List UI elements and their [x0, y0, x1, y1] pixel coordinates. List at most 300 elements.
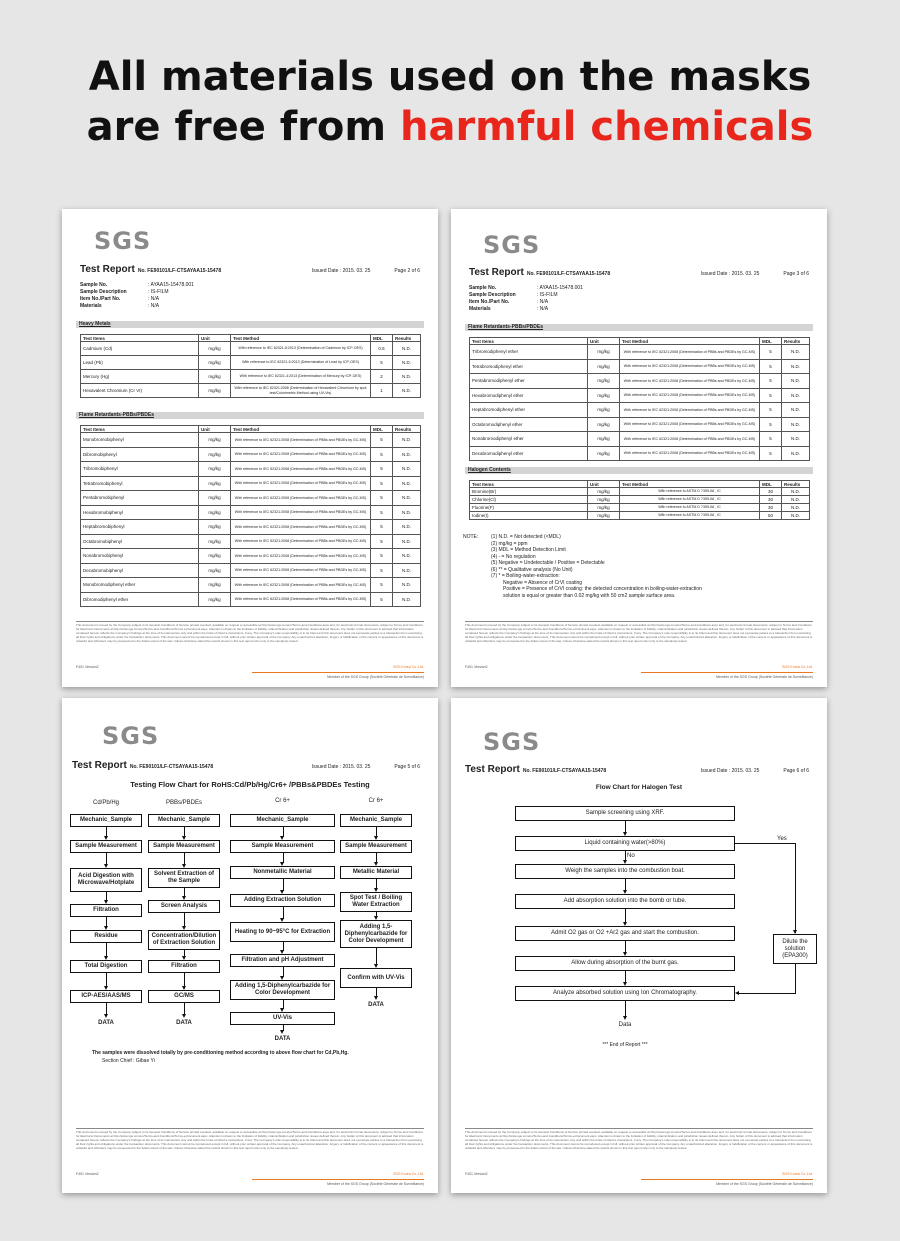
note-item: (6) ** = Qualitative analysis (No Unit) [491, 566, 573, 573]
table-row [470, 417, 810, 432]
column-header: MDL [760, 481, 782, 488]
table-cell: mg/kg [588, 374, 620, 389]
table-cell: 5 [371, 534, 393, 549]
table-cell: With reference to IEC 62321:2008 (Determination of PBBs and PBDEs by GC-MS) [620, 374, 760, 389]
flow-step: Adding 1,5-Diphenylcarbazide for Color Development [230, 980, 335, 1000]
page-number: Page 3 of 6 [783, 271, 809, 277]
issued-date [312, 764, 371, 770]
table-row [81, 578, 421, 593]
table-cell: 5 [371, 491, 393, 506]
flow-step: Heating to 90~95°C for Extraction [230, 922, 335, 942]
table-cell: Nonabromobiphenyl [81, 549, 199, 564]
table-cell: With reference to IEC 62321:2008 (Determination of PBBs and PBDEs by GC-MS) [231, 491, 371, 506]
table-cell: N.D. [782, 504, 810, 512]
table-cell: With reference to IEC 62321:2008 (Determination of PBBs and PBDEs by GC-MS) [231, 433, 371, 448]
table-cell: Heptabromodiphenyl ether [470, 403, 588, 418]
flow-step: Allow during absorption of the burnt gas. [515, 956, 735, 971]
column-header: Unit [199, 335, 231, 342]
table-row [81, 370, 421, 384]
table-cell: With reference to IEC 62321:2008 (Determination of PBBs and PBDEs by GC-MS) [231, 447, 371, 462]
flow-step: Sample Measurement [148, 840, 220, 853]
page-number: Page 5 of 6 [394, 764, 420, 770]
table-row [470, 496, 810, 504]
table-cell: mg/kg [588, 345, 620, 360]
arrow [104, 1014, 108, 1018]
table-row [470, 512, 810, 520]
flow-step: Mechanic_Sample [340, 814, 412, 827]
table-row [81, 563, 421, 578]
table-cell: mg/kg [199, 476, 231, 491]
info-value: : IS-FILM [148, 289, 169, 295]
flow-step: Mechanic_Sample [70, 814, 142, 827]
table-cell: Pentabromodiphenyl ether [470, 374, 588, 389]
issued-label: Issued Date : [700, 768, 731, 774]
column-header: Unit [588, 481, 620, 488]
table-cell: Tetrabromobiphenyl [81, 476, 199, 491]
table-cell: mg/kg [588, 512, 620, 520]
table-row [81, 549, 421, 564]
disclaimer [76, 619, 424, 643]
arrow [374, 996, 378, 1000]
connector [376, 948, 377, 965]
table-row [470, 388, 810, 403]
table-cell: 5 [760, 417, 782, 432]
section-flame-retardants: Flame Retardants-PBBs/PBDEs [465, 324, 813, 331]
footer-member [76, 1182, 424, 1186]
table-cell: With reference to IEC 62321:2008 (Determination of PBBs and PBDEs by GC-MS) [620, 417, 760, 432]
table-cell: mg/kg [588, 488, 620, 496]
issued-value: 2015. 03. 25 [731, 768, 760, 774]
table-row [470, 374, 810, 389]
table-cell: 5 [371, 462, 393, 477]
table-cell: Iodine(I) [470, 512, 588, 520]
table-cell: mg/kg [199, 592, 231, 607]
issued-value: 2015. 03. 25 [342, 268, 371, 274]
table-row [470, 432, 810, 447]
company-name: SGS Korea Co.,Ltd. [393, 665, 424, 669]
table-cell: 5 [371, 505, 393, 520]
table-cell: N.D. [393, 384, 421, 398]
table-cell: N.D. [393, 476, 421, 491]
table-cell: Hexavalent Chromium (Cr VI) [81, 384, 199, 398]
table-cell: 5 [371, 356, 393, 370]
table-cell: mg/kg [199, 520, 231, 535]
column-heading: Cr 6+ [368, 798, 384, 804]
table-cell: N.D. [782, 388, 810, 403]
flow-step: Adding 1,5-Diphenylcarbazide for Color Development [340, 920, 412, 948]
sgs-logo: SGS [94, 227, 152, 255]
table-cell: With reference to IEC 62321:2008 (Determination of PBBs and PBDEs by GC-MS) [231, 462, 371, 477]
table-cell: Pentabromobiphenyl [81, 491, 199, 506]
column-header: Test Method [620, 481, 760, 488]
table-row [81, 491, 421, 506]
info-label: Materials [469, 306, 491, 312]
connector [739, 993, 795, 994]
table-row [81, 384, 421, 398]
column-header: Results [782, 481, 810, 488]
flowchart-title: Testing Flow Chart for RoHS:Cd/Pb/Hg/Cr6+ /PBBs&PBDEs Testing [130, 780, 370, 789]
table-cell: Mercury (Hg) [81, 370, 199, 384]
info-label: Item No./Part No. [80, 296, 121, 302]
footer [465, 665, 813, 669]
flow-step: Total Digestion [70, 960, 142, 973]
sample-info [469, 285, 583, 313]
flow-step: Acid Digestion with Microwave/Hotplate [70, 868, 142, 892]
table-cell: N.D. [393, 370, 421, 384]
table-cell: mg/kg [199, 356, 231, 370]
table-cell: N.D. [393, 505, 421, 520]
report-title: Test Report [465, 764, 520, 775]
table-cell: With reference to IEC 62321-5:2013 (Determination of Cadmium by ICP-OES) [231, 342, 371, 356]
column-header: Results [393, 426, 421, 433]
table-row [470, 488, 810, 496]
section-chief: Section Chief : Gibae Yi [102, 1058, 155, 1064]
info-label: Materials [80, 303, 102, 309]
flow-step: GC/MS [148, 990, 220, 1003]
table-cell: N.D. [782, 359, 810, 374]
report-number: No. FE90101/LF-CTSAYAA15-15478 [129, 764, 214, 770]
column-header: Test Items [81, 426, 199, 433]
flow-step: Filtration [148, 960, 220, 973]
table-cell: 5 [371, 578, 393, 593]
flow-step: Adding Extraction Solution [230, 894, 335, 907]
page-number: Page 6 of 6 [783, 768, 809, 774]
table-cell: N.D. [782, 432, 810, 447]
member-line: Member of the SGS Group (Société Générale de Surveillance) [327, 675, 424, 679]
form-code: F401 Version2 [465, 1172, 488, 1176]
column-header: Test Items [470, 481, 588, 488]
form-code: F401 Version2 [76, 1172, 99, 1176]
table-cell: Monobromodiphenyl ether [81, 578, 199, 593]
flow-step: Filtration and pH Adjustment [230, 954, 335, 967]
connector [625, 909, 626, 923]
column-header: MDL [760, 338, 782, 345]
table-cell: With reference to IEC 62321:2008 (Determination of Hexavalent Chromium by spot test/Colorimetric Method using UV-Vis) [231, 384, 371, 398]
disclaimer-text: This document is issued by the Company subject to its General Conditions of Service printed overleaf, available on request or accessible at http://www.sgs.com/en/Terms-and-Conditions.aspx and, for electronic format documents, subject to Terms and Conditions for Electronic Documents at http://www.sgs.com/en/Terms-and-Conditions/Terms-e-Document.aspx. Attention is drawn to the limitation of liability, indemnification and jurisdiction issues defined therein. Any holder of this document is advised that information contained hereon reflects the Company's findings at the time of its intervention only and within the limits of Client's instructions, if any. The Company's sole responsibility is to its Client and this document does not exonerate parties to a transaction from exercising all their rights and obligations under the transaction documents. This document cannot be reproduced except in full, without prior written approval of the Company. Any unauthorized alteration, forgery or falsification of the content or appearance of this document is unlawful and offenders may be prosecuted to the fullest extent of the law. Unless otherwise stated the results shown in this test report refer only to the sample(s) tested. [465, 1130, 813, 1150]
column-header: Test Items [470, 338, 588, 345]
table-cell: With reference to IEC 62321:2008 (Determination of PBBs and PBDEs by GC-MS) [620, 403, 760, 418]
report-title: Test Report [469, 267, 524, 278]
table-cell: 0.5 [371, 342, 393, 356]
data-label: Data [618, 1022, 632, 1028]
flow-step: Concentration/Dilution of Extraction Solution [148, 930, 220, 950]
table-cell: 5 [371, 563, 393, 578]
issued-label: Issued Date : [311, 764, 342, 770]
flow-step: UV-Vis [230, 1012, 335, 1025]
table-cell: 5 [371, 520, 393, 535]
flow-step: Sample Measurement [340, 840, 412, 853]
column-header: Unit [588, 338, 620, 345]
issued-value: 2015. 03. 25 [342, 764, 371, 770]
table-cell: N.D. [782, 496, 810, 504]
flow-step: Residue [70, 930, 142, 943]
report-header [465, 764, 809, 775]
table-cell: 5 [760, 446, 782, 461]
table-cell: Hexabromodiphenyl ether [470, 388, 588, 403]
no-label: No [627, 853, 635, 859]
issued-label: Issued Date : [311, 268, 342, 274]
sgs-logo: SGS [102, 722, 160, 750]
table-cell: With reference to IEC 62321:2008 (Determination of PBBs and PBDEs by GC-MS) [231, 578, 371, 593]
halogen-table [469, 480, 810, 520]
report-header [80, 264, 420, 275]
flow-step: Screen Analysis [148, 900, 220, 913]
report-page-5 [62, 698, 438, 1193]
table-cell: Decabromobiphenyl [81, 563, 199, 578]
table-cell: Monobromobiphenyl [81, 433, 199, 448]
headline-line1: All materials used on the masks [88, 54, 812, 100]
table-cell: With reference to IEC 62321:2008 (Determination of PBBs and PBDEs by GC-MS) [620, 359, 760, 374]
connector [184, 973, 185, 987]
footer [76, 1172, 424, 1176]
arrow [735, 991, 739, 995]
flow-step: Sample Measurement [230, 840, 335, 853]
report-number: No. FE90101/LF-CTSAYAA15-15478 [522, 768, 607, 774]
table-row [81, 505, 421, 520]
flowchart-title: Flow Chart for Halogen Test [595, 784, 683, 791]
note-item: (4) - = No regulation [491, 553, 536, 560]
form-code: F401 Version2 [465, 665, 488, 669]
flow-step: Confirm with UV-Vis [340, 968, 412, 988]
table-cell: mg/kg [199, 462, 231, 477]
table-cell: mg/kg [588, 388, 620, 403]
headline [0, 52, 900, 152]
table-cell: With reference to ASTM D 7359-08 , IC [620, 496, 760, 504]
note-item: (1) N.D. = Not detected (<MDL) [491, 534, 561, 540]
note-item: Positive = Presence of CrVI coating: the detected concentration in boiling-water-extraction [503, 586, 702, 592]
table-cell: mg/kg [588, 496, 620, 504]
table-cell: With reference to IEC 62321-4:2013 (Determination of Mercury by ICP-OES) [231, 370, 371, 384]
issued-date [312, 268, 371, 274]
table-cell: With reference to IEC 62321:2008 (Determination of PBBs and PBDEs by GC-MS) [620, 446, 760, 461]
note-item: (7) * = Boiling-water-extraction: [491, 573, 560, 579]
table-cell: With reference to IEC 62321:2008 (Determination of PBBs and PBDEs by GC-MS) [620, 388, 760, 403]
flow-step: Sample Measurement [70, 840, 142, 853]
section-heavy-metals: Heavy Metals [76, 321, 424, 328]
note-item: (2) mg/kg = ppm [491, 540, 528, 547]
column-heading: PBBs/PBDEs [165, 800, 202, 806]
table-cell: Octabromodiphenyl ether [470, 417, 588, 432]
table-cell: mg/kg [199, 433, 231, 448]
connector [795, 843, 796, 933]
sample-info [80, 282, 194, 310]
column-header: Results [393, 335, 421, 342]
report-page-2 [62, 209, 438, 687]
table-cell: 5 [371, 476, 393, 491]
column-heading: Cd/Pb/Hg [92, 800, 119, 806]
table-cell: 5 [371, 433, 393, 448]
column-header: Results [782, 338, 810, 345]
table-cell: mg/kg [199, 534, 231, 549]
footer-member [76, 675, 424, 679]
flow-step: Admit O2 gas or O2 +Ar2 gas and start the combustion. [515, 926, 735, 941]
table-cell: With reference to IEC 62321:2008 (Determination of PBBs and PBDEs by GC-MS) [231, 505, 371, 520]
table-row [81, 520, 421, 535]
table-cell: N.D. [393, 491, 421, 506]
table-cell: With reference to IEC 62321:2008 (Determination of PBBs and PBDEs by GC-MS) [231, 563, 371, 578]
company-name: SGS Korea Co.,Ltd. [782, 1172, 813, 1176]
table-cell: With reference to IEC 62321:2008 (Determination of PBBs and PBDEs by GC-MS) [231, 476, 371, 491]
issued-label: Issued Date : [700, 271, 731, 277]
flow-step: Mechanic_Sample [230, 814, 335, 827]
table-cell: N.D. [782, 446, 810, 461]
table-cell: 50 [760, 512, 782, 520]
flow-step: Solvent Extraction of the Sample [148, 868, 220, 888]
table-cell: mg/kg [588, 446, 620, 461]
table-cell: 30 [760, 496, 782, 504]
company-name: SGS Korea Co.,Ltd. [393, 1172, 424, 1176]
table-cell: 2 [371, 370, 393, 384]
table-cell: Tribromodiphenyl ether [470, 345, 588, 360]
table-cell: With reference to IEC 62321:2008 (Determination of PBBs and PBDEs by GC-MS) [231, 592, 371, 607]
flow-step: Spot Test / Boiling Water Extraction [340, 892, 412, 912]
info-label: Sample No. [80, 282, 108, 288]
table-cell: Lead (Pb) [81, 356, 199, 370]
table-cell: N.D. [782, 374, 810, 389]
company-name: SGS Korea Co.,Ltd. [782, 665, 813, 669]
table-cell: Heptabromobiphenyl [81, 520, 199, 535]
table-cell: N.D. [393, 447, 421, 462]
arrow [182, 1014, 186, 1018]
disclaimer-text: This document is issued by the Company subject to its General Conditions of Service printed overleaf, available on request or accessible at http://www.sgs.com/en/Terms-and-Conditions.aspx and, for electronic format documents, subject to Terms and Conditions for Electronic Documents at http://www.sgs.com/en/Terms-and-Conditions/Terms-e-Document.aspx. Attention is drawn to the limitation of liability, indemnification and jurisdiction issues defined therein. Any holder of this document is advised that information contained hereon reflects the Company's findings at the time of its intervention only and within the limits of Client's instructions, if any. The Company's sole responsibility is to its Client and this document does not exonerate parties to a transaction from exercising all their rights and obligations under the transaction documents. This document cannot be reproduced except in full, without prior written approval of the Company. Any unauthorized alteration, forgery or falsification of the content or appearance of this document is unlawful and offenders may be prosecuted to the fullest extent of the law. Unless otherwise stated the results shown in this test report refer only to the sample(s) tested. [76, 1130, 424, 1150]
table-cell: N.D. [782, 488, 810, 496]
column-header: Test Method [231, 335, 371, 342]
info-value: : AYAA15-15478.001 [537, 285, 583, 291]
info-value: : N/A [537, 299, 549, 305]
info-value: : AYAA15-15478.001 [148, 282, 194, 288]
connector [184, 913, 185, 927]
table-cell: 5 [760, 388, 782, 403]
table-cell: Tribromobiphenyl [81, 462, 199, 477]
table-cell: Cadmium (Cd) [81, 342, 199, 356]
report-number: No. FE90101/LF-CTSAYAA15-15478 [137, 268, 222, 274]
connector [625, 1001, 626, 1017]
table-cell: 1 [371, 384, 393, 398]
flow-step: Sample screening using XRF. [515, 806, 735, 821]
data-label: DATA [98, 1020, 114, 1026]
note-item: Negative = Absence of CrVI coating [503, 579, 583, 586]
connector [106, 943, 107, 957]
column-heading: Cr 6+ [275, 798, 290, 804]
issued-value: 2015. 03. 25 [731, 271, 760, 277]
table-cell: mg/kg [588, 432, 620, 447]
table-cell: N.D. [393, 520, 421, 535]
sgs-logo: SGS [483, 231, 541, 259]
flow-step: Mechanic_Sample [148, 814, 220, 827]
table-cell: 5 [371, 549, 393, 564]
flow-step: Liquid containing water(>80%) [515, 836, 735, 851]
flow-step: Filtration [70, 904, 142, 917]
table-cell: N.D. [393, 563, 421, 578]
report-title: Test Report [72, 760, 127, 771]
dilute-box: Dilute the solution (EPA300) [773, 934, 817, 964]
connector [106, 973, 107, 987]
table-cell: N.D. [393, 342, 421, 356]
table-cell: mg/kg [588, 504, 620, 512]
table-cell: Dibromobiphenyl [81, 447, 199, 462]
flow-step: Nonmetallic Material [230, 866, 335, 879]
sgs-logo: SGS [483, 728, 541, 756]
disclaimer [76, 1126, 424, 1150]
table-cell: With reference to IEC 62321:2008 (Determination of PBBs and PBDEs by GC-MS) [231, 549, 371, 564]
table-row [81, 356, 421, 370]
note-item: (3) MDL = Method Detection Limit [491, 547, 566, 553]
table-cell: 5 [371, 592, 393, 607]
table-cell: Octabromobiphenyl [81, 534, 199, 549]
disclaimer [465, 619, 813, 643]
member-line: Member of the SGS Group (Société Générale de Surveillance) [716, 1182, 813, 1186]
table-row [470, 403, 810, 418]
table-cell: Tetrabromodiphenyl ether [470, 359, 588, 374]
table-row [470, 345, 810, 360]
connector [795, 964, 796, 994]
table-cell: Nonabromodiphenyl ether [470, 432, 588, 447]
table-cell: 5 [760, 374, 782, 389]
table-row [81, 534, 421, 549]
table-row [470, 504, 810, 512]
table-cell: mg/kg [199, 447, 231, 462]
table-cell: With reference to IEC 62321-5:2013 (Determination of Lead by ICP-OES) [231, 356, 371, 370]
note-item: (5) Negative = Undetectable / Positive = Detectable [491, 560, 605, 566]
section-halogen: Halogen Contents [465, 467, 813, 474]
info-value: : IS-FILM [537, 292, 558, 298]
table-row [81, 342, 421, 356]
arrow [280, 1030, 284, 1034]
table-cell: mg/kg [199, 491, 231, 506]
column-header: Test Method [620, 338, 760, 345]
footer-member [465, 675, 813, 679]
table-cell: With reference to IEC 62321:2008 (Determination of PBBs and PBDEs by GC-MS) [620, 432, 760, 447]
table-cell: With reference to ASTM D 7359-08 , IC [620, 504, 760, 512]
section-flame-retardants: Flame Retardants-PBBs/PBDEs [76, 412, 424, 419]
note-label: NOTE: [463, 534, 479, 540]
table-row [81, 476, 421, 491]
arrow [623, 1016, 627, 1020]
column-header: MDL [371, 426, 393, 433]
info-label: Item No./Part No. [469, 299, 510, 305]
report-page-3 [451, 209, 827, 687]
table-cell: N.D. [393, 462, 421, 477]
report-header [72, 760, 420, 771]
note-item: solution is equal or greater than 0.02 mg/kg with 50 cm2 sample surface area. [503, 592, 676, 599]
table-cell: mg/kg [199, 342, 231, 356]
table-row [470, 359, 810, 374]
table-cell: N.D. [393, 356, 421, 370]
info-label: Sample No. [469, 285, 497, 291]
table-cell: 30 [760, 504, 782, 512]
table-row [81, 447, 421, 462]
table-cell: Decabromodiphenyl ether [470, 446, 588, 461]
yes-label: Yes [777, 836, 787, 842]
table-cell: mg/kg [199, 384, 231, 398]
table-cell: Fluorine(F) [470, 504, 588, 512]
report-header [469, 267, 809, 278]
table-cell: N.D. [782, 512, 810, 520]
info-label: Sample Description [469, 292, 516, 298]
table-cell: N.D. [393, 534, 421, 549]
column-header: Test Items [81, 335, 199, 342]
table-cell: N.D. [782, 417, 810, 432]
flame-retardants-table [80, 425, 421, 607]
table-cell: 5 [760, 432, 782, 447]
connector [735, 843, 795, 844]
table-cell: mg/kg [588, 417, 620, 432]
footer-member [465, 1182, 813, 1186]
table-cell: With reference to ASTM D 7359-08 , IC [620, 512, 760, 520]
footer [465, 1172, 813, 1176]
form-code: F401 Version2 [76, 665, 99, 669]
flow-step: Analyze absorbed solution using Ion Chromatography. [515, 986, 735, 1001]
